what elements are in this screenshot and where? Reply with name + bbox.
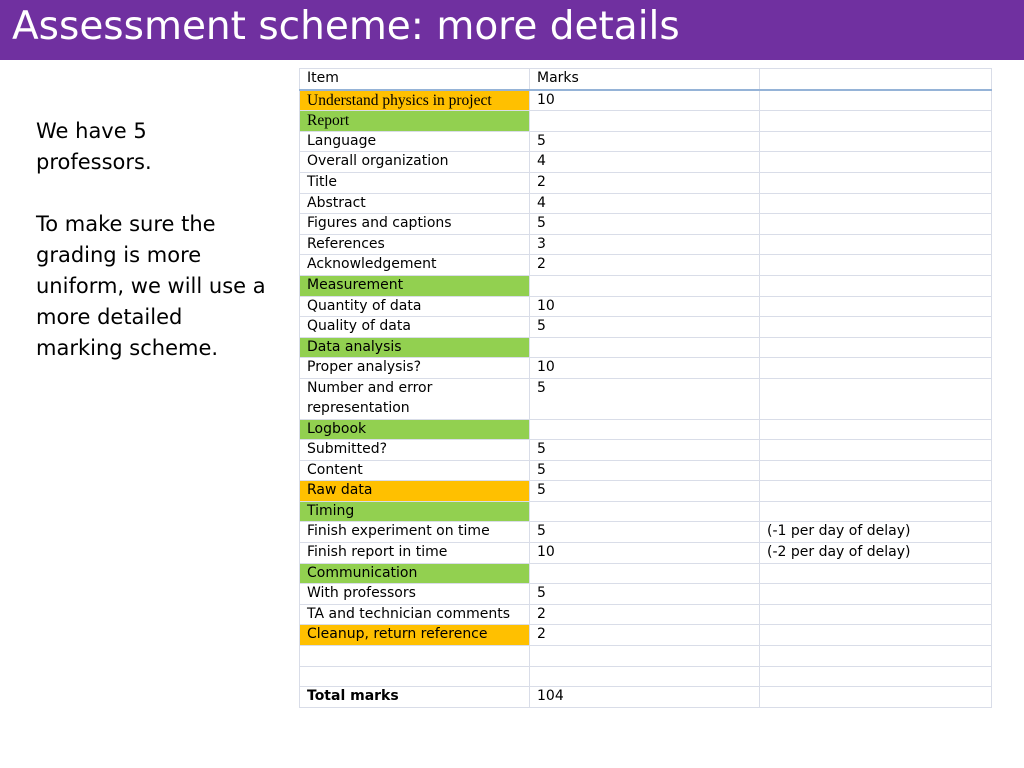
table-row (300, 90, 992, 111)
marks-cell: 2 (530, 625, 760, 646)
note-cell (760, 317, 992, 338)
note-cell (760, 255, 992, 276)
total-row (300, 687, 992, 708)
marks-cell: 5 (530, 584, 760, 605)
item-cell: Acknowledgement (300, 255, 530, 276)
table-row (300, 296, 992, 317)
marks-cell: 2 (530, 604, 760, 625)
note-cell (760, 234, 992, 255)
item-cell: Finish experiment on time (300, 522, 530, 543)
note-cell (760, 131, 992, 152)
item-cell: Understand physics in project (300, 90, 530, 111)
item-cell: Logbook (300, 419, 530, 440)
note-cell (760, 460, 992, 481)
intro-paragraph: To make sure the grading is more uniform, we will use a more detailed marking scheme. (36, 212, 266, 360)
marks-cell: 10 (530, 543, 760, 564)
item-cell: Proper analysis? (300, 358, 530, 379)
table-row (300, 625, 992, 646)
table-row (300, 193, 992, 214)
note-cell (760, 275, 992, 296)
marks-cell: 4 (530, 152, 760, 173)
note-cell (760, 172, 992, 193)
header-item: Item (300, 69, 530, 90)
marks-cell: 5 (530, 522, 760, 543)
table-row (300, 563, 992, 584)
note-cell (760, 296, 992, 317)
note-cell (760, 563, 992, 584)
table-row (300, 152, 992, 173)
marks-cell (530, 337, 760, 358)
table-row (300, 378, 992, 419)
marks-cell: 3 (530, 234, 760, 255)
note-cell (760, 419, 992, 440)
marks-cell: 5 (530, 460, 760, 481)
item-cell: Title (300, 172, 530, 193)
table-row (300, 543, 992, 564)
marks-cell (530, 275, 760, 296)
marks-cell: 5 (530, 440, 760, 461)
header-marks: Marks (530, 69, 760, 90)
table-row (300, 501, 992, 522)
item-cell: Abstract (300, 193, 530, 214)
note-cell (760, 152, 992, 173)
marks-cell: 5 (530, 317, 760, 338)
item-cell: Data analysis (300, 337, 530, 358)
note-cell (760, 625, 992, 646)
item-cell: TA and technician comments (300, 604, 530, 625)
header-note (760, 69, 992, 90)
item-cell: Communication (300, 563, 530, 584)
table-row (300, 111, 992, 132)
table-row (300, 666, 992, 687)
table-row (300, 584, 992, 605)
note-cell (760, 646, 992, 667)
intro-paragraph: We have 5 professors. (36, 119, 152, 174)
marks-cell: 5 (530, 131, 760, 152)
total-marks-cell: 104 (530, 687, 760, 708)
item-cell: Content (300, 460, 530, 481)
item-cell (300, 646, 530, 667)
note-cell (760, 111, 992, 132)
marks-cell: 2 (530, 172, 760, 193)
marks-cell (530, 419, 760, 440)
item-cell: References (300, 234, 530, 255)
marks-cell: 5 (530, 214, 760, 235)
note-cell (760, 214, 992, 235)
note-cell (760, 440, 992, 461)
table-row (300, 172, 992, 193)
table-row (300, 234, 992, 255)
marks-cell (530, 666, 760, 687)
item-cell (300, 666, 530, 687)
table-row (300, 419, 992, 440)
marks-cell: 10 (530, 358, 760, 379)
table-row (300, 440, 992, 461)
marks-cell: 10 (530, 296, 760, 317)
note-cell: (-1 per day of delay) (760, 522, 992, 543)
item-cell: Cleanup, return reference (300, 625, 530, 646)
note-cell (760, 337, 992, 358)
item-cell: Quantity of data (300, 296, 530, 317)
table-row (300, 481, 992, 502)
item-cell: Language (300, 131, 530, 152)
item-cell: Number and error representation (300, 378, 530, 419)
marks-cell (530, 111, 760, 132)
marks-cell: 2 (530, 255, 760, 276)
note-cell (760, 358, 992, 379)
marks-cell: 5 (530, 378, 760, 419)
title-bar (0, 0, 1024, 60)
table-row (300, 255, 992, 276)
item-cell: Overall organization (300, 152, 530, 173)
note-cell: (-2 per day of delay) (760, 543, 992, 564)
table-row (300, 358, 992, 379)
note-cell (760, 481, 992, 502)
marks-cell (530, 501, 760, 522)
note-cell (760, 604, 992, 625)
total-note-cell (760, 687, 992, 708)
item-cell: Quality of data (300, 317, 530, 338)
table-row (300, 131, 992, 152)
table-row (300, 646, 992, 667)
note-cell (760, 193, 992, 214)
note-cell (760, 584, 992, 605)
item-cell: Figures and captions (300, 214, 530, 235)
table-row (300, 317, 992, 338)
item-cell: With professors (300, 584, 530, 605)
slide-title: Assessment scheme: more details (12, 4, 680, 49)
note-cell (760, 666, 992, 687)
marks-cell: 5 (530, 481, 760, 502)
table-row (300, 337, 992, 358)
item-cell: Submitted? (300, 440, 530, 461)
item-cell: Measurement (300, 275, 530, 296)
table-row (300, 275, 992, 296)
item-cell: Report (300, 111, 530, 132)
marks-cell: 4 (530, 193, 760, 214)
note-cell (760, 501, 992, 522)
marking-scheme-table (299, 68, 992, 708)
table-row (300, 604, 992, 625)
total-item-cell: Total marks (300, 687, 530, 708)
table-row (300, 522, 992, 543)
marks-cell (530, 563, 760, 584)
item-cell: Timing (300, 501, 530, 522)
table-row (300, 214, 992, 235)
item-cell: Raw data (300, 481, 530, 502)
note-cell (760, 90, 992, 111)
marks-cell: 10 (530, 90, 760, 111)
intro-text (36, 116, 266, 364)
item-cell: Finish report in time (300, 543, 530, 564)
table-header-row (300, 69, 992, 90)
table-row (300, 460, 992, 481)
note-cell (760, 378, 992, 419)
marks-cell (530, 646, 760, 667)
